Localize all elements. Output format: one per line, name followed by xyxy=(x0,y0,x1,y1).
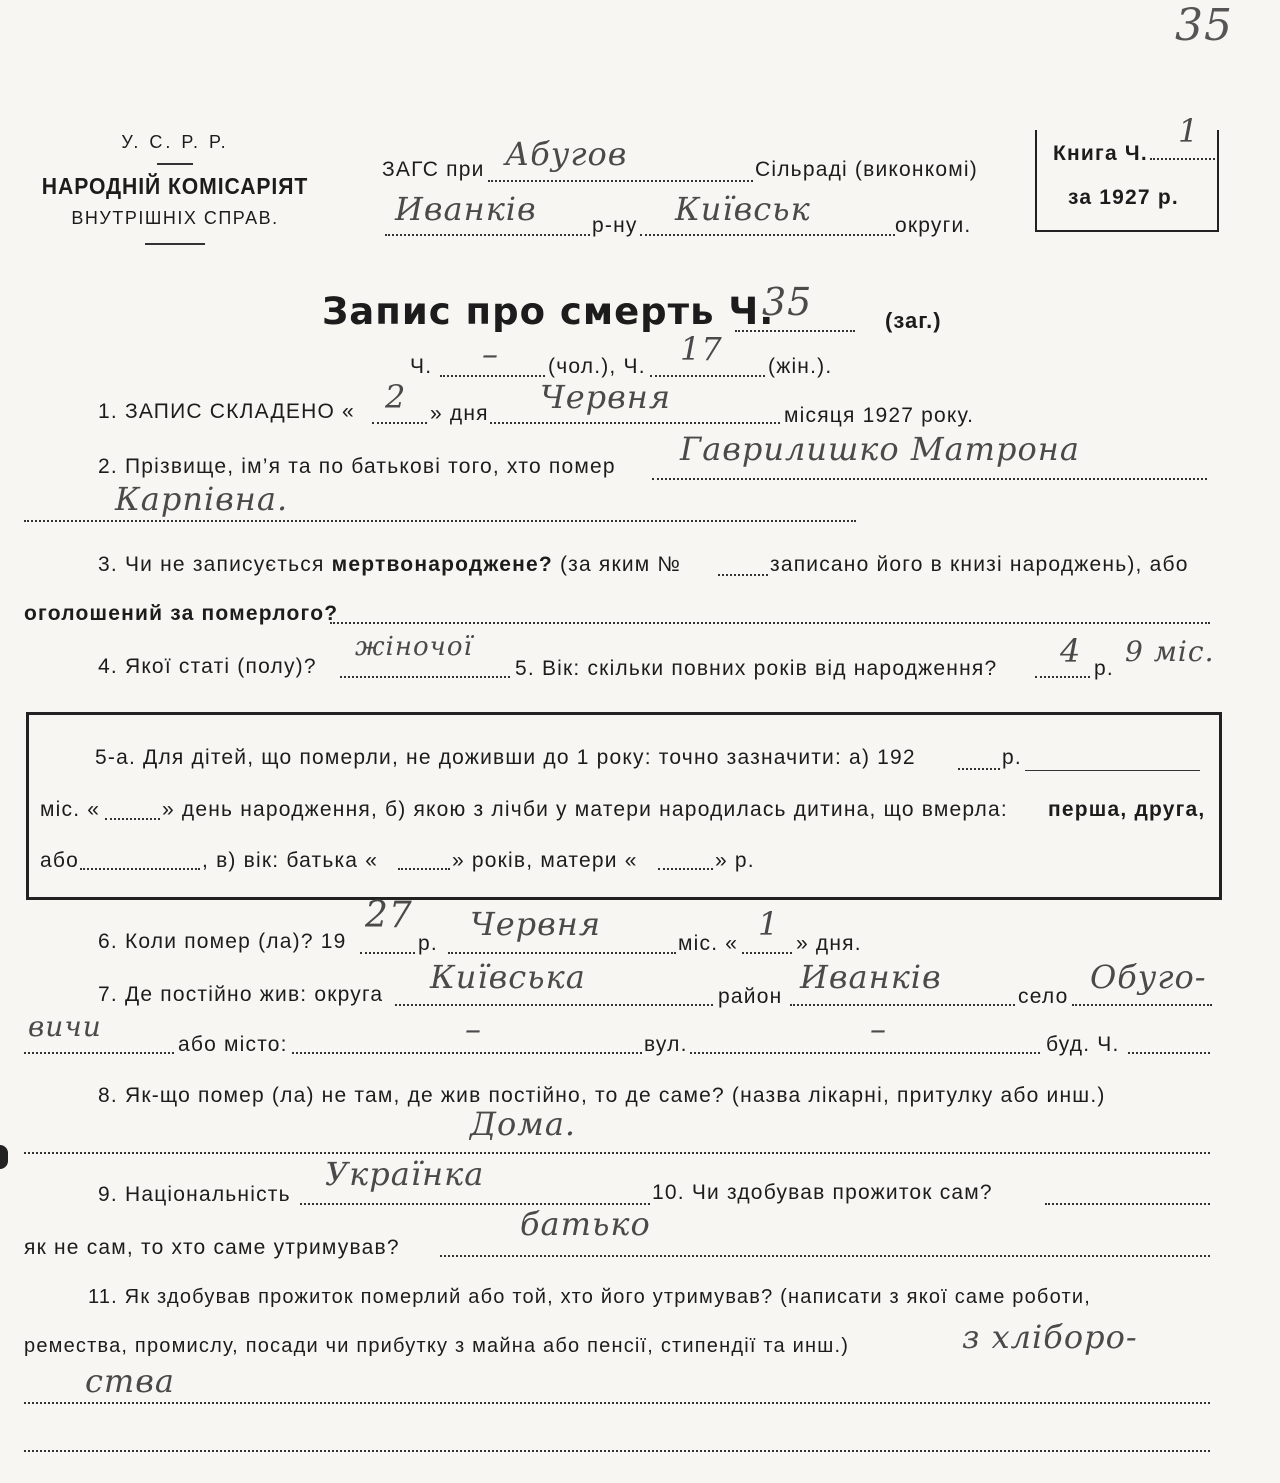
support-value: батько xyxy=(520,1205,651,1243)
q5a-line3-d: » р. xyxy=(715,849,755,872)
q2-dots-2 xyxy=(24,520,856,522)
district-label: р-ну xyxy=(592,214,638,237)
q5-years-value: 4 xyxy=(1060,632,1082,670)
q10-label: 10. Чи здобував прожиток сам? xyxy=(652,1181,993,1204)
q3-text-a xyxy=(98,553,681,577)
female-count-dots xyxy=(650,375,765,377)
q11-line2: ремества, промислу, посади чи прибутку з майна або пенсії, стипендії та инш.) xyxy=(24,1335,850,1357)
q4-label: 4. Якої статі (полу)? xyxy=(98,655,317,678)
q1-day-value: 2 xyxy=(385,378,407,416)
q5a-line1-rule xyxy=(1025,770,1200,771)
q1-label: 1. ЗАПИС СКЛАДЕНО « xyxy=(98,400,355,423)
okrug-label: округи. xyxy=(895,214,972,237)
q6-day-value: 1 xyxy=(758,905,780,943)
q5a-year-dots xyxy=(958,768,1000,770)
q5a-line2-b: » день народження, б) якою з лічби у матери народилась дитина, що вмерла: xyxy=(162,798,1008,821)
q11-dots-2 xyxy=(24,1450,1210,1452)
q7-selo-dots-2 xyxy=(24,1052,174,1054)
q6-month-dots xyxy=(448,952,676,954)
q5-label: 5. Вік: скільки повних років від народження? xyxy=(515,657,998,680)
female-count-label: (жін.). xyxy=(768,355,833,378)
q2-name-line1: Гаврилишко Матрона xyxy=(680,430,1080,468)
q7-selo-label: село xyxy=(1018,985,1069,1008)
q11-value-2: ства xyxy=(85,1362,175,1400)
title-suffix: (заг.) xyxy=(885,308,942,333)
female-count-value: 17 xyxy=(680,330,723,368)
q11-value-1: з хліборо- xyxy=(962,1318,1138,1356)
q6-year-value: 27 xyxy=(365,895,413,936)
q7-raion-value: Иванків xyxy=(800,958,942,996)
q5a-line1-a: 5-а. Для дітей, що померли, не доживши до 1 року: точно зазначити: а) 192 xyxy=(95,746,916,769)
male-count-label: (чол.), Ч. xyxy=(548,355,646,378)
q5a-mother-dots xyxy=(658,868,713,870)
q5a-birth-order: перша, друга, xyxy=(1048,798,1206,821)
document-title: Запис про смерть Ч. xyxy=(322,290,775,333)
q5-years-unit: р. xyxy=(1094,657,1114,680)
internal-affairs-label: ВНУТРІШНІХ СПРАВ. xyxy=(71,208,279,228)
q5-years-dots xyxy=(1035,676,1090,678)
q6-day-dots xyxy=(742,952,792,954)
q5a-other-dots xyxy=(80,868,200,870)
okrug-value: Київськ xyxy=(675,190,811,228)
q4-sex-dots xyxy=(340,676,510,678)
q7-okrug-value: Київська xyxy=(430,958,586,996)
q6-mis: міс. « xyxy=(678,932,739,955)
q5a-line3-c: » років, матери « xyxy=(452,849,638,872)
q7-street-value: – xyxy=(870,1010,887,1048)
q2-label: 2. Прізвище, ім’я та по батькові того, хто помер xyxy=(98,455,616,478)
book-year-label: за 1927 р. xyxy=(1068,186,1179,209)
q8-label: 8. Як-що помер (ла) не там, де жив постійно, то де саме? (назва лікарні, притулку або инш.) xyxy=(98,1084,1106,1107)
q6-dnya: » дня. xyxy=(796,932,862,955)
q3-text-b: (за яким № xyxy=(559,553,682,576)
q7-city-dots xyxy=(292,1052,642,1054)
district-dots xyxy=(385,234,590,236)
q11-line1: 11. Як здобував прожиток померлий або той, хто його утримував? (написати з якої саме роботи, xyxy=(88,1286,1091,1308)
q6-label: 6. Коли помер (ла)? 19 xyxy=(98,930,347,953)
zags-village-dots xyxy=(488,180,753,182)
book-label: Книга Ч. xyxy=(1053,142,1148,165)
q7-selo-value-1: Обуго- xyxy=(1090,958,1207,996)
council-suffix: Сільраді (виконкомі) xyxy=(755,158,978,181)
support-dots xyxy=(440,1255,1210,1257)
header-divider xyxy=(157,163,193,165)
subcount-prefix: Ч. xyxy=(410,355,433,378)
q3-declared-dots xyxy=(330,622,1210,624)
male-count-value: – xyxy=(482,335,499,373)
zags-prefix: ЗАГС при xyxy=(382,158,485,181)
q3-text-a-span: 3. Чи не записується xyxy=(98,553,325,576)
page-number-handwritten: 35 xyxy=(1175,0,1233,51)
q1-suffix: місяця 1927 року. xyxy=(784,404,975,427)
q8-dots xyxy=(24,1152,1210,1154)
q1-mid: » дня xyxy=(430,402,489,425)
header-divider xyxy=(145,243,205,245)
q7-house-label: буд. Ч. xyxy=(1046,1033,1120,1056)
commissariat-label: НАРОДНІЙ КОМІСАРІЯТ xyxy=(41,173,309,199)
q5a-line3-a: або xyxy=(40,849,79,872)
district-value: Иванків xyxy=(395,190,537,228)
book-number-dots xyxy=(1150,158,1215,160)
q6-year-dots xyxy=(360,952,415,954)
q1-day-dots xyxy=(372,422,427,424)
q7-city-value: – xyxy=(465,1010,482,1048)
support-label: як не сам, то хто саме утримував? xyxy=(24,1236,400,1259)
q7-okrug-dots xyxy=(395,1004,713,1006)
q7-city-label: або місто: xyxy=(178,1033,288,1056)
header-block xyxy=(30,132,320,245)
q3-text-c: записано його в книзі народжень), або xyxy=(770,553,1189,576)
q5a-father-dots xyxy=(398,868,450,870)
q1-month-value: Червня xyxy=(540,378,672,416)
q3-stillborn: мертвонароджене? xyxy=(331,553,553,576)
q11-dots-1 xyxy=(24,1402,1210,1404)
q5a-month-dots xyxy=(105,818,160,820)
q5a-line2-a: міс. « xyxy=(40,798,101,821)
q10-dots xyxy=(1045,1203,1210,1205)
q2-name-line2: Карпівна. xyxy=(115,480,289,518)
title-number-dots xyxy=(735,330,855,332)
q5a-line3-b: , в) вік: батька « xyxy=(202,849,379,872)
q4-sex-value: жіночої xyxy=(355,632,473,662)
q7-selo-dots xyxy=(1072,1004,1212,1006)
ussr-label: У. С. Р. Р. xyxy=(121,132,229,152)
q1-month-dots xyxy=(490,422,780,424)
q5a-line1-b: р. xyxy=(1002,746,1022,769)
q9-label: 9. Національність xyxy=(98,1183,291,1206)
q6-month-value: Червня xyxy=(470,905,602,943)
q2-dots-1 xyxy=(652,478,1207,480)
q7-label: 7. Де постійно жив: округа xyxy=(98,983,384,1006)
okrug-dots xyxy=(640,234,895,236)
zags-village-value: Абугов xyxy=(505,135,628,173)
punch-mark xyxy=(0,1145,8,1169)
book-number-value: 1 xyxy=(1178,112,1200,150)
q7-street-dots xyxy=(690,1052,1040,1054)
q7-house-dots xyxy=(1128,1052,1210,1054)
q7-selo-value-2: вичи xyxy=(28,1010,102,1043)
q7-street-label: вул. xyxy=(644,1033,688,1056)
q8-value: Дома. xyxy=(470,1105,577,1143)
q6-r: р. xyxy=(418,932,438,955)
q9-value: Українка xyxy=(325,1155,485,1193)
q5-months-value: 9 міс. xyxy=(1125,635,1215,668)
q7-raion-dots xyxy=(790,1004,1015,1006)
q3-declared-dead: оголошений за померлого? xyxy=(24,602,339,625)
q3-number-dots xyxy=(718,574,768,576)
male-count-dots xyxy=(440,375,545,377)
q7-raion-label: район xyxy=(718,985,783,1008)
title-number-value: 35 xyxy=(762,280,813,324)
